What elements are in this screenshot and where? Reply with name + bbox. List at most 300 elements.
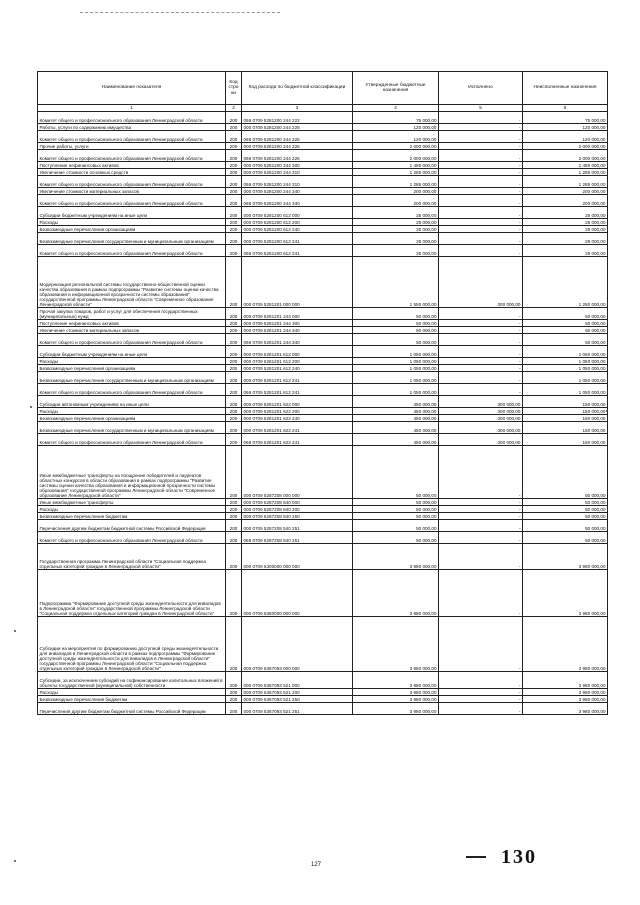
table-row <box>38 195 608 207</box>
table-row <box>38 131 608 143</box>
row-unexecuted: 2 000 000,00 <box>523 143 608 150</box>
row-budget-code: 000 0709 5287208 540 251 <box>242 520 353 532</box>
table-row <box>38 150 608 162</box>
row-budget-code: 068 0709 5281200 244 225 <box>242 131 353 143</box>
row-unexecuted: 50 000,00 <box>523 308 608 320</box>
row-executed: - <box>439 308 523 320</box>
row-executed: - <box>439 195 523 207</box>
row-budget-code: 000 0709 5281201 244 000 <box>242 308 353 320</box>
row-name: Безвозмездные перечисления государственным и муниципальным организациям <box>38 233 226 245</box>
row-unexecuted: 150 000,00 <box>523 415 608 422</box>
row-approved: 1 285 000,00 <box>353 169 439 176</box>
row-line-code: 200 <box>226 188 242 195</box>
row-approved: 25 000,00 <box>353 207 439 219</box>
table-row <box>38 506 608 513</box>
table-header-row <box>38 72 608 105</box>
table-row <box>38 124 608 131</box>
row-unexecuted: 50 000,00 <box>523 334 608 346</box>
row-approved: 1 050 000,00 <box>353 384 439 396</box>
row-approved: 50 000,00 <box>353 513 439 520</box>
row-executed: - <box>439 346 523 358</box>
row-line-code: 200 <box>226 446 242 499</box>
header-line-code: Код стро ки <box>226 72 242 105</box>
row-name: Комитет общего и профессионального образования Ленинградской области <box>38 384 226 396</box>
row-name: Субсидии на мероприятия по формированию доступной среды жизнедеятельности для инвалидов в Ленинградской области в рамках подпрограммы "Формирование доступной среды жизнедеятельности для инвалидов в Ленинградской области" государственной программы Ленинградской области "Социальная поддержка отдельных категорий граждан в Ленинградской области" <box>38 617 226 672</box>
row-unexecuted: 1 250 000,00 <box>523 257 608 308</box>
row-unexecuted: 75 000,00 <box>523 112 608 124</box>
row-approved: 50 000,00 <box>353 506 439 513</box>
row-approved: 75 000,00 <box>353 112 439 124</box>
table-row <box>38 143 608 150</box>
row-name: Комитет общего и профессионального образования Ленинградской области <box>38 195 226 207</box>
table-row <box>38 434 608 446</box>
row-unexecuted: 120 000,00 <box>523 131 608 143</box>
row-unexecuted: 50 000,00 <box>523 513 608 520</box>
row-budget-code: 000 0709 5281201 244 340 <box>242 327 353 334</box>
row-name: Иные межбюджетные трансферты <box>38 499 226 506</box>
row-line-code: 200 <box>226 499 242 506</box>
row-executed: - <box>439 162 523 169</box>
row-approved: 3 980 000,00 <box>353 617 439 672</box>
row-line-code: 200 <box>226 532 242 544</box>
row-approved: 3 980 000,00 <box>353 544 439 570</box>
header-approved: Утвержденные бюджетные назначения <box>353 72 439 105</box>
row-approved: 3 980 000,00 <box>353 672 439 689</box>
row-unexecuted: 50 000,00 <box>523 506 608 513</box>
row-approved: 25 000,00 <box>353 233 439 245</box>
table-row <box>38 415 608 422</box>
row-name: Модернизация региональной системы государственно-общественной оценки качества образования в рамках подпрограммы "Развитие системы оценки качества образования и информационной прозрачности системы образования" государственной программы Ленинградской области "Современное образование Ленинградской области" <box>38 257 226 308</box>
row-budget-code: 000 0709 5287208 540 200 <box>242 506 353 513</box>
row-executed: - <box>439 176 523 188</box>
row-name: Комитет общего и профессионального образования Ленинградской области <box>38 245 226 257</box>
row-line-code: 200 <box>226 320 242 327</box>
row-executed: - <box>439 365 523 372</box>
row-executed: - <box>439 131 523 143</box>
table-row <box>38 672 608 689</box>
row-unexecuted: 150 000,00 <box>523 422 608 434</box>
row-approved: 450 000,00 <box>353 415 439 422</box>
row-budget-code: 000 0709 5281201 612 000 <box>242 346 353 358</box>
column-number: 5 <box>439 105 523 112</box>
row-executed: 300 000,00 <box>439 257 523 308</box>
row-executed: 300 000,00 <box>439 415 523 422</box>
row-executed: - <box>439 672 523 689</box>
table-row <box>38 384 608 396</box>
table-row <box>38 446 608 499</box>
row-budget-code: 000 0709 5281200 612 000 <box>242 207 353 219</box>
row-approved: 2 000 000,00 <box>353 143 439 150</box>
row-budget-code: 000 0709 5281201 612 200 <box>242 358 353 365</box>
row-budget-code: 000 0709 5281200 244 225 <box>242 124 353 131</box>
row-budget-code: 000 0709 5367093 521 000 <box>242 672 353 689</box>
header-budget-code: Код расхода по бюджетной классификации <box>242 72 353 105</box>
row-line-code: 200 <box>226 207 242 219</box>
row-line-code: 200 <box>226 672 242 689</box>
table-row <box>38 257 608 308</box>
row-name: Увеличение стоимости материальных запасов <box>38 327 226 334</box>
row-budget-code: 000 0709 5367093 521 200 <box>242 689 353 696</box>
row-unexecuted: 25 000,00 <box>523 219 608 226</box>
table-row <box>38 207 608 219</box>
row-executed: - <box>439 499 523 506</box>
row-approved: 50 000,00 <box>353 532 439 544</box>
row-executed: - <box>439 696 523 703</box>
row-executed: - <box>439 327 523 334</box>
row-approved: 1 285 000,00 <box>353 176 439 188</box>
row-line-code: 200 <box>226 696 242 703</box>
row-line-code: 200 <box>226 131 242 143</box>
row-unexecuted: 1 285 000,00 <box>523 176 608 188</box>
table-row <box>38 499 608 506</box>
row-line-code: 200 <box>226 506 242 513</box>
row-unexecuted: 2 000 000,00 <box>523 150 608 162</box>
row-budget-code: 068 0709 5281200 244 226 <box>242 150 353 162</box>
row-budget-code: 000 0709 5281200 612 240 <box>242 226 353 233</box>
table-row <box>38 112 608 124</box>
row-line-code: 200 <box>226 169 242 176</box>
table-row <box>38 327 608 334</box>
row-budget-code: 068 0709 5281200 244 222 <box>242 112 353 124</box>
row-line-code: 200 <box>226 257 242 308</box>
row-name: Безвозмездные перечисления бюджетам <box>38 513 226 520</box>
row-approved: 450 000,00 <box>353 408 439 415</box>
table-row <box>38 520 608 532</box>
row-approved: 3 980 000,00 <box>353 570 439 617</box>
table-row <box>38 617 608 672</box>
row-name: Перечисления другим бюджетам бюджетной системы Российской Федерации <box>38 703 226 715</box>
row-line-code: 200 <box>226 176 242 188</box>
row-line-code: 200 <box>226 408 242 415</box>
row-approved: 1 050 000,00 <box>353 365 439 372</box>
row-approved: 50 000,00 <box>353 499 439 506</box>
row-budget-code: 000 0709 5367093 521 250 <box>242 696 353 703</box>
row-unexecuted: 50 000,00 <box>523 499 608 506</box>
row-name: Поступление нефинансовых активов <box>38 162 226 169</box>
row-approved: 120 000,00 <box>353 124 439 131</box>
row-executed: - <box>439 544 523 570</box>
row-approved: 25 000,00 <box>353 245 439 257</box>
stamp-dash <box>466 856 486 858</box>
row-budget-code: 000 0709 5281200 244 310 <box>242 169 353 176</box>
row-executed: - <box>439 513 523 520</box>
row-approved: 1 050 000,00 <box>353 372 439 384</box>
row-approved: 25 000,00 <box>353 226 439 233</box>
row-budget-code: 000 0709 5287208 540 250 <box>242 513 353 520</box>
row-name: Комитет общего и профессионального образования Ленинградской области <box>38 112 226 124</box>
row-budget-code: 000 0709 5287208 540 000 <box>242 499 353 506</box>
row-approved: 50 000,00 <box>353 334 439 346</box>
row-executed: - <box>439 334 523 346</box>
row-line-code: 200 <box>226 327 242 334</box>
row-name: Комитет общего и профессионального образования Ленинградской области <box>38 176 226 188</box>
row-budget-code: 000 0709 5281201 000 000 <box>242 257 353 308</box>
row-unexecuted: 3 980 000,00 <box>523 703 608 715</box>
row-executed: - <box>439 219 523 226</box>
row-unexecuted: 1 485 000,00 <box>523 162 608 169</box>
row-name: Субсидии бюджетным учреждениям на иные цели <box>38 207 226 219</box>
row-unexecuted: 200 000,00 <box>523 188 608 195</box>
row-name: Комитет общего и профессионального образования Ленинградской области <box>38 532 226 544</box>
row-executed: - <box>439 384 523 396</box>
header-name: Наименование показателя <box>38 72 226 105</box>
row-approved: 1 050 000,00 <box>353 346 439 358</box>
row-name: Прочая закупка товаров, работ и услуг для обеспечения государственных (муниципальных) нужд <box>38 308 226 320</box>
row-executed: 300 000,00 <box>439 396 523 408</box>
scan-dot <box>14 860 16 862</box>
row-name: Безвозмездные перечисления организациям <box>38 415 226 422</box>
column-number: 6 <box>523 105 608 112</box>
row-unexecuted: 50 000,00 <box>523 532 608 544</box>
row-name: Комитет общего и профессионального образования Ленинградской области <box>38 334 226 346</box>
scan-artifact-line <box>80 12 280 14</box>
handwritten-page-stamp: 130 <box>501 846 537 868</box>
row-approved: 450 000,00 <box>353 434 439 446</box>
table-row <box>38 320 608 327</box>
row-line-code: 200 <box>226 195 242 207</box>
row-budget-code: 068 0709 5287208 540 251 <box>242 532 353 544</box>
header-unexecuted: Неисполненные назначения <box>523 72 608 105</box>
row-executed: - <box>439 188 523 195</box>
row-unexecuted: 3 980 000,00 <box>523 696 608 703</box>
row-approved: 50 000,00 <box>353 320 439 327</box>
row-line-code: 200 <box>226 570 242 617</box>
row-budget-code: 000 0709 5281200 244 300 <box>242 162 353 169</box>
table-row <box>38 226 608 233</box>
row-line-code: 200 <box>226 150 242 162</box>
row-line-code: 200 <box>226 358 242 365</box>
row-executed: - <box>439 245 523 257</box>
row-line-code: 200 <box>226 520 242 532</box>
row-approved: 1 050 000,00 <box>353 358 439 365</box>
row-executed: - <box>439 320 523 327</box>
row-line-code: 200 <box>226 434 242 446</box>
row-name: Субсидии бюджетным учреждениям на иные цели <box>38 346 226 358</box>
row-budget-code: 000 0709 5281200 612 241 <box>242 233 353 245</box>
table-row <box>38 245 608 257</box>
row-line-code: 200 <box>226 346 242 358</box>
column-number: 4 <box>353 105 439 112</box>
row-name: Безвозмездные перечисления государственным и муниципальным организациям <box>38 422 226 434</box>
row-budget-code: 000 0709 5281200 244 226 <box>242 143 353 150</box>
table-row <box>38 162 608 169</box>
table-row <box>38 358 608 365</box>
row-approved: 120 000,00 <box>353 131 439 143</box>
row-unexecuted: 150 000,00 <box>523 434 608 446</box>
row-approved: 50 000,00 <box>353 446 439 499</box>
row-unexecuted: 1 050 000,00 <box>523 346 608 358</box>
row-budget-code: 000 0709 5281200 612 200 <box>242 219 353 226</box>
row-budget-code: 000 0709 5281201 622 240 <box>242 415 353 422</box>
row-name: Расходы <box>38 506 226 513</box>
row-line-code: 200 <box>226 415 242 422</box>
row-name: Подпрограмма "Формирование доступной среды жизнедеятельности для инвалидов в Ленинградской области" государственной программы Ленинградской области "Социальная поддержка отдельных категорий граждан в Ленинградской области" <box>38 570 226 617</box>
row-name: Комитет общего и профессионального образования Ленинградской области <box>38 131 226 143</box>
row-approved: 50 000,00 <box>353 327 439 334</box>
row-approved: 2 000 000,00 <box>353 150 439 162</box>
row-line-code: 200 <box>226 544 242 570</box>
row-executed: - <box>439 226 523 233</box>
row-line-code: 200 <box>226 365 242 372</box>
row-name: Перечисления другим бюджетам бюджетной системы Российской Федерации <box>38 520 226 532</box>
row-executed: - <box>439 207 523 219</box>
row-line-code: 200 <box>226 219 242 226</box>
row-unexecuted: 50 000,00 <box>523 446 608 499</box>
row-budget-code: 068 0709 5281201 244 340 <box>242 334 353 346</box>
row-executed: - <box>439 446 523 499</box>
table-row <box>38 233 608 245</box>
row-line-code: 200 <box>226 226 242 233</box>
row-line-code: 200 <box>226 703 242 715</box>
scan-dot <box>606 410 608 412</box>
row-line-code: 200 <box>226 233 242 245</box>
page-number: 127 <box>311 862 322 868</box>
row-line-code: 200 <box>226 513 242 520</box>
row-executed: 300 000,00 <box>439 422 523 434</box>
row-budget-code: 000 0709 5281201 622 000 <box>242 396 353 408</box>
row-unexecuted: 3 980 000,00 <box>523 544 608 570</box>
table-row <box>38 408 608 415</box>
row-executed: - <box>439 124 523 131</box>
row-line-code: 200 <box>226 689 242 696</box>
table-row <box>38 365 608 372</box>
row-budget-code: 000 0709 5281201 244 300 <box>242 320 353 327</box>
row-unexecuted: 1 050 000,00 <box>523 358 608 365</box>
row-line-code: 200 <box>226 617 242 672</box>
row-name: Увеличение стоимости материальных запасов <box>38 188 226 195</box>
table-row <box>38 532 608 544</box>
row-unexecuted: 120 000,00 <box>523 124 608 131</box>
table-row <box>38 188 608 195</box>
row-name: Поступление нефинансовых активов <box>38 320 226 327</box>
table-row <box>38 422 608 434</box>
header-executed: Исполнено <box>439 72 523 105</box>
row-budget-code: 068 0709 5281200 244 310 <box>242 176 353 188</box>
table-body <box>38 112 608 715</box>
table-row <box>38 513 608 520</box>
row-executed: - <box>439 233 523 245</box>
row-executed: - <box>439 112 523 124</box>
table-row <box>38 570 608 617</box>
row-name: Государственная программа Ленинградской области "Социальная поддержка отдельных категорий граждан в Ленинградской области" <box>38 544 226 570</box>
row-executed: - <box>439 372 523 384</box>
row-line-code: 200 <box>226 396 242 408</box>
table-row <box>38 396 608 408</box>
row-line-code: 200 <box>226 162 242 169</box>
row-line-code: 200 <box>226 334 242 346</box>
row-unexecuted: 150 000,00 <box>523 396 608 408</box>
table-row <box>38 696 608 703</box>
row-executed: - <box>439 520 523 532</box>
scan-dot <box>30 406 32 408</box>
row-line-code: 200 <box>226 112 242 124</box>
row-approved: 1 550 000,00 <box>353 257 439 308</box>
row-name: Безвозмездные перечисления государственным и муниципальным организациям <box>38 372 226 384</box>
row-line-code: 200 <box>226 422 242 434</box>
row-budget-code: 000 0709 5367093 000 000 <box>242 617 353 672</box>
table-row <box>38 703 608 715</box>
table-row <box>38 169 608 176</box>
row-unexecuted: 1 285 000,00 <box>523 169 608 176</box>
column-number: 1 <box>38 105 226 112</box>
row-budget-code: 000 0709 5281201 612 241 <box>242 372 353 384</box>
row-executed: - <box>439 617 523 672</box>
row-name: Увеличение стоимости основных средств <box>38 169 226 176</box>
row-line-code: 200 <box>226 308 242 320</box>
column-number: 3 <box>242 105 353 112</box>
row-name: Комитет общего и профессионального образования Ленинградской области <box>38 434 226 446</box>
row-approved: 450 000,00 <box>353 396 439 408</box>
row-unexecuted: 50 000,00 <box>523 327 608 334</box>
row-name: Субсидии, за исключением субсидий на софинансирование капитальных вложений в объекты государственной (муниципальной) собственности <box>38 672 226 689</box>
row-name: Иные межбюджетные трансферты на поощрение победителей и лауреатов областных конкурсов в области образования в рамках подпрограммы "Развитие системы оценки качества образования и информационной прозрачности системы образования" государственной программы Ленинградской области "Современное образование Ленинградской области" <box>38 446 226 499</box>
row-unexecuted: 3 980 000,00 <box>523 672 608 689</box>
row-executed: - <box>439 703 523 715</box>
row-name: Субсидии автономным учреждениям на иные цели <box>38 396 226 408</box>
row-line-code: 200 <box>226 124 242 131</box>
row-unexecuted: 25 000,00 <box>523 233 608 245</box>
row-name: Комитет общего и профессионального образования Ленинградской области <box>38 150 226 162</box>
row-executed: - <box>439 143 523 150</box>
row-line-code: 200 <box>226 384 242 396</box>
row-budget-code: 068 0709 5281200 244 340 <box>242 195 353 207</box>
table-row <box>38 346 608 358</box>
row-unexecuted: 1 050 000,00 <box>523 384 608 396</box>
row-line-code: 200 <box>226 245 242 257</box>
row-budget-code: 000 0709 5367093 521 251 <box>242 703 353 715</box>
row-unexecuted: 25 000,00 <box>523 226 608 233</box>
row-approved: 3 980 000,00 <box>353 689 439 696</box>
row-budget-code: 000 0709 5360000 000 000 <box>242 570 353 617</box>
row-budget-code: 068 0709 5281201 622 241 <box>242 434 353 446</box>
row-name: Прочие работы, услуги <box>38 143 226 150</box>
row-name: Расходы <box>38 358 226 365</box>
row-unexecuted: 3 980 000,00 <box>523 570 608 617</box>
row-unexecuted: 3 980 000,00 <box>523 617 608 672</box>
table-row <box>38 372 608 384</box>
row-name: Работы, услуги по содержанию имущества <box>38 124 226 131</box>
row-name: Расходы <box>38 689 226 696</box>
row-unexecuted: 200 000,00 <box>523 195 608 207</box>
row-approved: 3 980 000,00 <box>353 696 439 703</box>
table-row <box>38 334 608 346</box>
row-unexecuted: 50 000,00 <box>523 320 608 327</box>
row-unexecuted: 3 980 000,00 <box>523 689 608 696</box>
row-executed: - <box>439 169 523 176</box>
row-budget-code: 068 0709 5281201 612 241 <box>242 384 353 396</box>
row-unexecuted: 25 000,00 <box>523 207 608 219</box>
row-line-code: 200 <box>226 143 242 150</box>
column-number-row <box>38 105 608 112</box>
column-number: 2 <box>226 105 242 112</box>
row-executed: - <box>439 689 523 696</box>
table-row <box>38 176 608 188</box>
row-unexecuted: 150 000,00 <box>523 408 608 415</box>
row-executed: - <box>439 506 523 513</box>
budget-execution-table <box>37 71 608 715</box>
row-budget-code: 000 0709 5281201 622 200 <box>242 408 353 415</box>
table-row <box>38 308 608 320</box>
row-budget-code: 000 0709 5300000 000 000 <box>242 544 353 570</box>
row-approved: 200 000,00 <box>353 195 439 207</box>
row-approved: 50 000,00 <box>353 520 439 532</box>
row-executed: - <box>439 358 523 365</box>
table-row <box>38 689 608 696</box>
row-name: Безвозмездные перечисления организациям <box>38 226 226 233</box>
row-approved: 3 980 000,00 <box>353 703 439 715</box>
row-approved: 50 000,00 <box>353 308 439 320</box>
table-row <box>38 544 608 570</box>
